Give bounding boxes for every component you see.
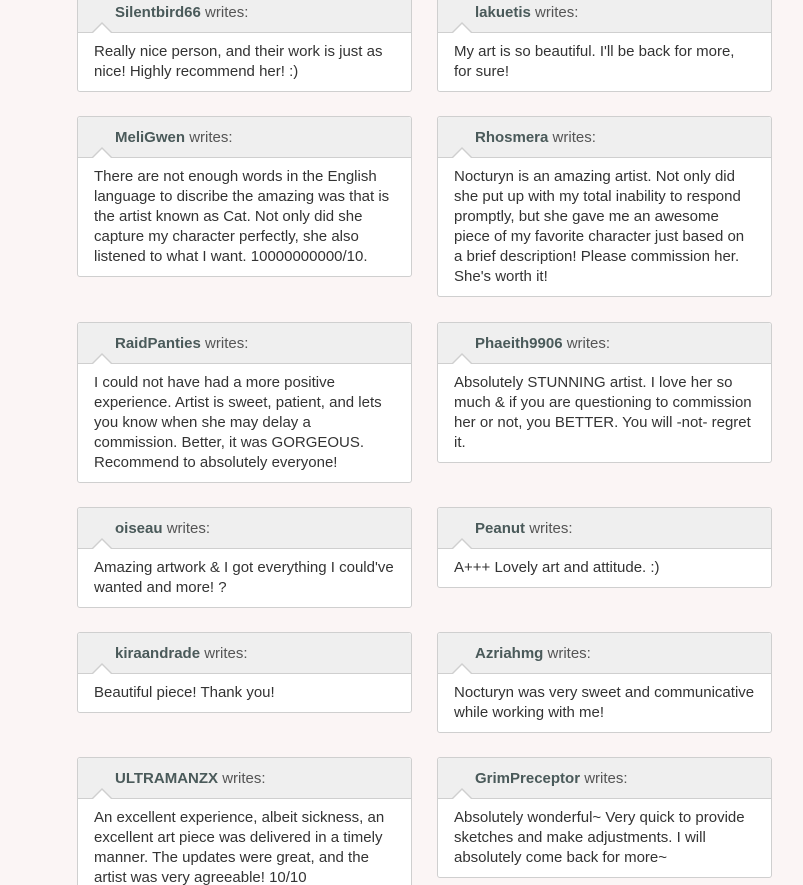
writes-label: writes: (189, 129, 233, 146)
review-card (437, 116, 772, 297)
reviewer-name[interactable]: kiraandrade (115, 645, 205, 662)
review-card (77, 116, 412, 277)
review-header (438, 633, 771, 674)
review-header (438, 323, 771, 364)
review-text: Really nice person, and their work is just as nice! Highly recommend her! :) (94, 43, 383, 80)
reviewer-name[interactable]: GrimPreceptor (475, 770, 585, 787)
writes-label: writes: (552, 129, 596, 146)
reviewer-name[interactable]: Phaeith9906 (475, 335, 567, 352)
review-header (438, 0, 771, 33)
writes-label: writes: (166, 520, 211, 537)
review-card (437, 322, 772, 463)
writes-label: writes: (222, 770, 266, 787)
review-card (437, 757, 772, 878)
review-text: Nocturyn is an amazing artist. Not only did she put up with my total inability to respond promptly, but she gave me an awesome piece of my favorite character just based on a brief description! Please commission her. She's worth it! (454, 168, 745, 285)
review-header (78, 0, 411, 33)
review-text: I could not have had a more positive experience. Artist is sweet, patient, and lets you know when she may delay a commission. Better, it was GORGEOUS. Recommend to absolutely everyone! (94, 374, 382, 471)
writes-label: writes: (566, 335, 611, 352)
review-card (77, 0, 412, 92)
review-card (77, 507, 412, 608)
reviewer-name[interactable]: ULTRAMANZX (115, 770, 223, 787)
reviewer-name[interactable]: MeliGwen (115, 129, 190, 146)
writes-label: writes: (205, 4, 249, 21)
review-text: Amazing artwork & I got everything I could've wanted and more! ? (94, 559, 394, 596)
reviewer-name[interactable]: Peanut (475, 520, 530, 537)
review-text: My art is so beautiful. I'll be back for more, for sure! (454, 43, 735, 80)
writes-label: writes: (535, 4, 579, 21)
review-text: Beautiful piece! Thank you! (94, 684, 275, 701)
review-header (78, 633, 411, 674)
reviewer-name[interactable]: oiseau (115, 520, 167, 537)
writes-label: writes: (204, 645, 248, 662)
review-text: Nocturyn was very sweet and communicative while working with me! (454, 684, 755, 721)
review-text: An excellent experience, albeit sickness, an excellent art piece was delivered in a timely manner. The updates were great, and the artist was very agreeable! 10/10 (94, 809, 385, 885)
review-card (437, 0, 772, 92)
reviewer-name[interactable]: Azriahmg (475, 645, 548, 662)
review-header (438, 758, 771, 799)
reviewer-name[interactable]: Silentbird66 (115, 4, 206, 21)
review-text: A+++ Lovely art and attitude. :) (454, 559, 660, 576)
review-header (78, 323, 411, 364)
review-card (77, 757, 412, 885)
review-header (78, 508, 411, 549)
review-header (438, 508, 771, 549)
review-text: Absolutely wonderful~ Very quick to provide sketches and make adjustments. I will absolutely come back for more~ (454, 809, 745, 866)
reviewer-name[interactable]: lakuetis (475, 4, 536, 21)
review-header (78, 117, 411, 158)
writes-label: writes: (547, 645, 591, 662)
review-card (437, 632, 772, 733)
review-text: Absolutely STUNNING artist. I love her so much & if you are questioning to commission her or not, you BETTER. You will -not- regret it. (454, 374, 752, 451)
review-card (77, 632, 412, 713)
reviewer-name[interactable]: RaidPanties (115, 335, 206, 352)
review-card (77, 322, 412, 483)
writes-label: writes: (205, 335, 249, 352)
writes-label: writes: (584, 770, 628, 787)
writes-label: writes: (529, 520, 573, 537)
review-header (438, 117, 771, 158)
review-header (78, 758, 411, 799)
reviewer-name[interactable]: Rhosmera (475, 129, 553, 146)
review-text: There are not enough words in the English language to discribe the amazing was that is the artist known as Cat. Not only did she capture my character perfectly, she also listened to what I want. 10000000000/10. (94, 168, 390, 265)
review-card (437, 507, 772, 588)
